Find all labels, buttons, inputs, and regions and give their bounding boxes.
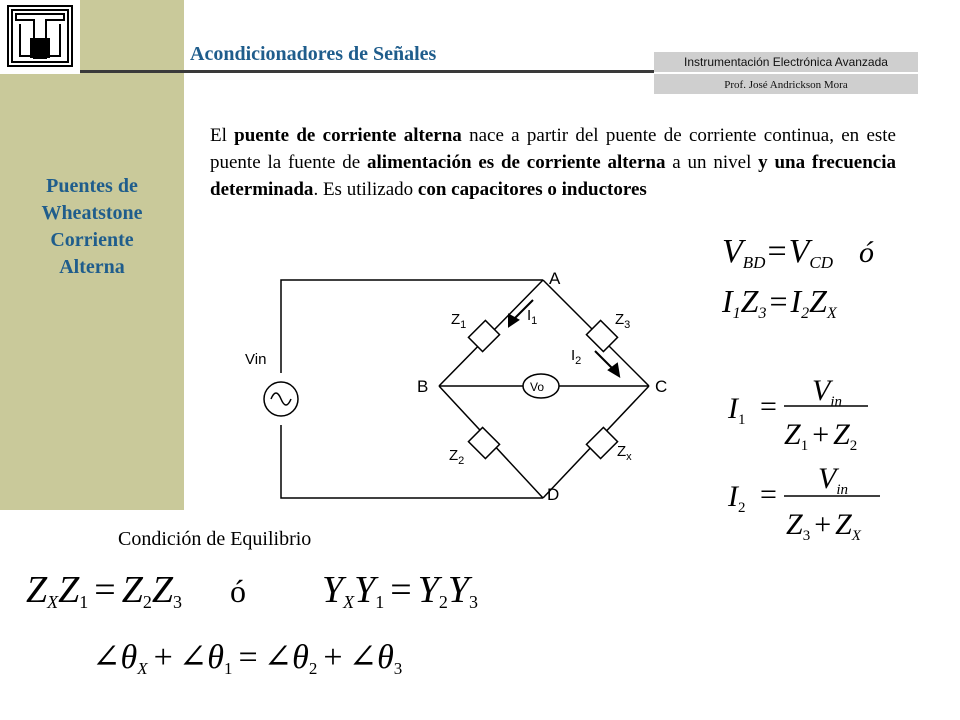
node-a-label: A bbox=[549, 269, 561, 288]
slide-title: Acondicionadores de Señales bbox=[190, 43, 437, 65]
sidebar-title-line: Alterna bbox=[59, 256, 125, 278]
z3-label: $Z_3$ bbox=[615, 311, 631, 331]
sidebar-title bbox=[0, 173, 184, 281]
svg-text:I2: $I_2$ bbox=[728, 480, 746, 516]
bold-run: alimentación es de corriente alterna bbox=[367, 152, 666, 173]
balance-caption: Condición de Equilibrio bbox=[118, 528, 312, 550]
course-badge: Instrumentación Electrónica Avanzada bbox=[654, 52, 918, 72]
svg-text:I1: $I_1$ bbox=[728, 392, 746, 428]
z1-label: $Z_1$ bbox=[451, 311, 467, 331]
source-label: Vin bbox=[245, 351, 267, 368]
circuit-svg bbox=[237, 260, 677, 506]
bold-run: y una frecuencia determinada bbox=[210, 152, 896, 200]
svg-text:ZXZ1=Z2Z3ó: ZXZ1 = Z2Z3 ó bbox=[26, 569, 246, 612]
svg-text:=: = bbox=[760, 390, 777, 423]
text-run: a un nivel bbox=[665, 152, 759, 173]
text-run: . Es utilizado bbox=[313, 179, 418, 200]
svg-text:Z1+Z2: $Z_1 + Z_2$ bbox=[784, 418, 858, 454]
bold-run: con capacitores o inductores bbox=[417, 179, 647, 200]
text-run: nace a partir del puente de corriente continua, en este puente la fuente de bbox=[210, 125, 896, 173]
professor-badge: Prof. José Andrickson Mora bbox=[654, 74, 918, 94]
svg-text:∠θX+∠θ1=∠θ2+∠θ3: ∠θX + ∠θ1 = ∠θ2 + ∠θ3 bbox=[92, 639, 403, 678]
equation-zz bbox=[26, 562, 316, 616]
text-run: El bbox=[210, 125, 235, 146]
institution-logo bbox=[0, 0, 80, 74]
equation-vbd-vcd bbox=[722, 228, 912, 272]
svg-text:Vin: $V_{in}$ bbox=[818, 462, 848, 498]
node-c-label: C bbox=[655, 377, 668, 396]
svg-text:I1Z3=I2ZX: I1Z3=I2ZX bbox=[722, 283, 837, 322]
svg-text:VBD=VCDó: VBD=VCD ó bbox=[722, 233, 875, 272]
sidebar-title-line: Corriente bbox=[50, 229, 134, 251]
i1-label: $I_1$ bbox=[527, 307, 538, 327]
svg-text:Z3+ZX: $Z_3 + Z_X$ bbox=[786, 508, 861, 544]
svg-text:Vin: $V_{in}$ bbox=[812, 374, 842, 410]
sidebar-title-line: Puentes de bbox=[46, 175, 138, 197]
equation-i2 bbox=[728, 460, 888, 544]
svg-text:YXY1=Y2Y3: YXY1 = Y2Y3 bbox=[322, 569, 478, 612]
meter-label: Vo bbox=[530, 380, 545, 394]
zx-label: $Z_x$ bbox=[617, 443, 632, 463]
bridge-circuit-diagram bbox=[237, 260, 677, 506]
svg-text:=: = bbox=[760, 478, 777, 511]
node-b-label: B bbox=[417, 377, 429, 396]
sidebar-title-line: Wheatstone bbox=[41, 202, 143, 224]
z2-label: $Z_2$ bbox=[449, 447, 465, 467]
sidebar-panel bbox=[0, 0, 184, 510]
equation-iz bbox=[722, 280, 882, 324]
equation-i1 bbox=[728, 372, 878, 456]
header-divider bbox=[80, 70, 654, 73]
bold-run: puente de corriente alterna bbox=[234, 125, 462, 146]
node-d-label: D bbox=[547, 485, 560, 504]
equation-yy bbox=[322, 562, 522, 616]
i2-label: $I_2$ bbox=[571, 347, 582, 367]
logo-graphic bbox=[0, 0, 80, 74]
equation-angles bbox=[92, 632, 422, 682]
description-paragraph bbox=[210, 122, 896, 203]
